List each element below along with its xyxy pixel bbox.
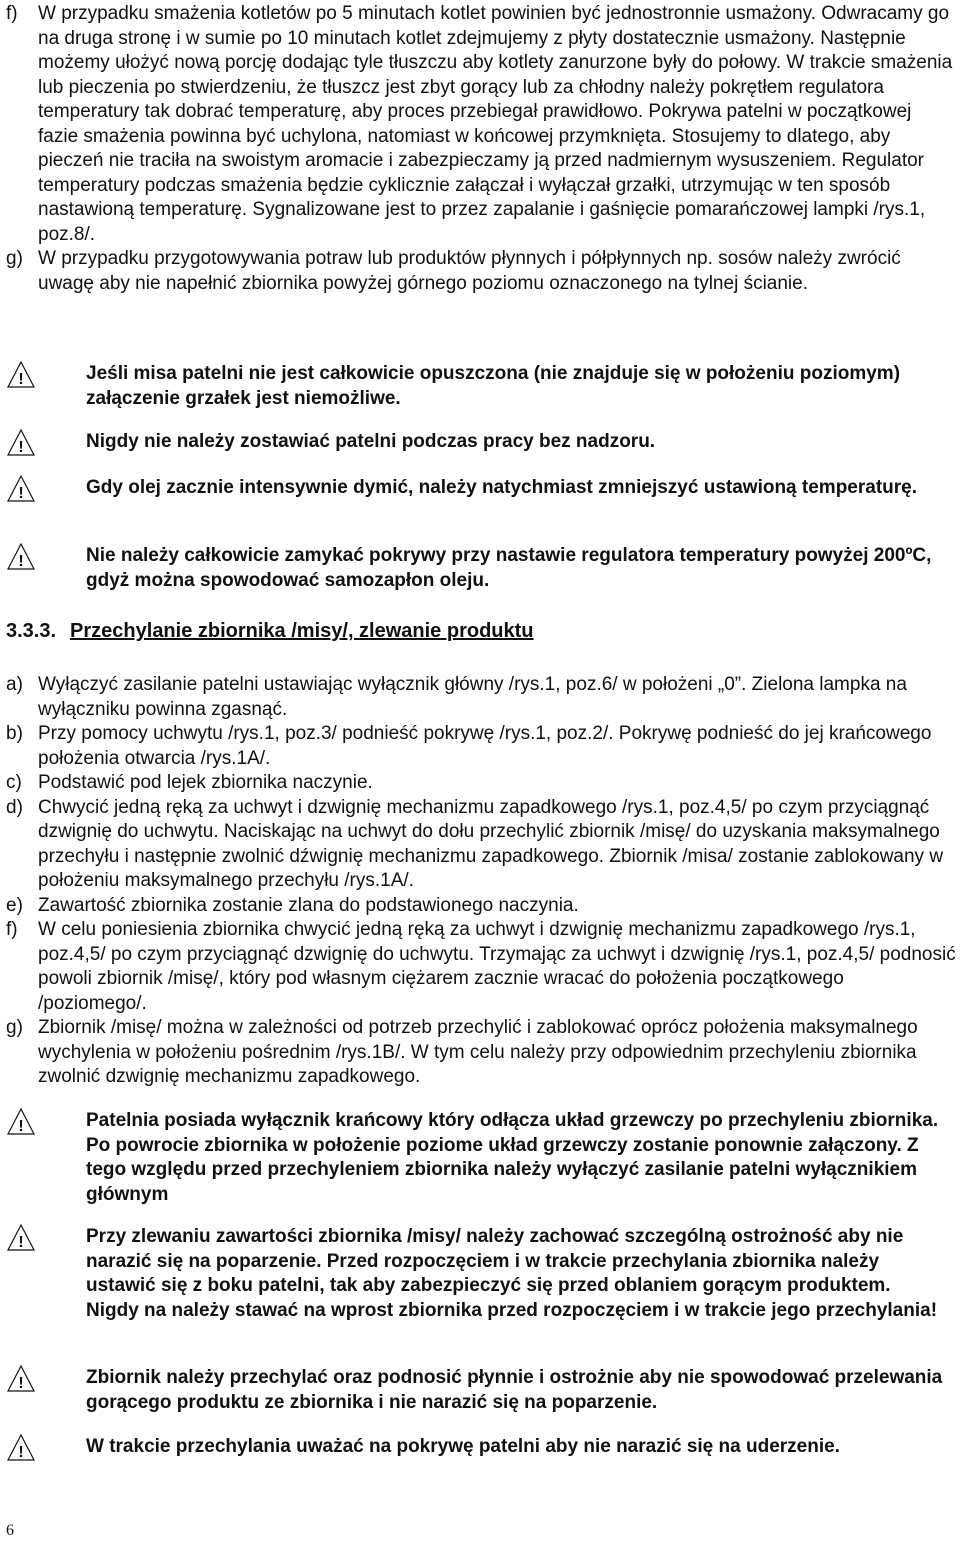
item-text: Zbiornik /misę/ można w zależności od potrzeb przechylić i zablokować oprócz położenia maksymalnego wychylenia w położeniu pośrednim /rys.1B/. W tym celu należy przy odpowiednim przechyleniu zbiornika zwolnić dzwignię mechanizmu zapadkowego. xyxy=(38,1017,918,1087)
item-text: Zawartość zbiornika zostanie zlana do podstawionego naczynia. xyxy=(38,894,579,916)
item-text: Wyłączyć zasilanie patelni ustawiając wyłącznik główny /rys.1, poz.6/ w położeni „0”. Zielona lampka na wyłączniku powinna zgasnąć. xyxy=(38,674,907,720)
item-label: c) xyxy=(6,772,22,793)
svg-text:!: ! xyxy=(18,439,24,456)
list-item xyxy=(6,673,956,722)
item-text: W celu poniesienia zbiornika chwycić jedną ręką za uchwyt i dzwignię mechanizmu zapadkowego /rys.1, poz.4,5/ po czym przyciągnąć dzwignię do uchwytu. Trzymając za uchwyt i dzwignię /rys.1, poz.4,5/ podnosić powoli zbiornik /misę/, który pod własnym ciężarem zacznie wracać do położenia początkowego /poziomego/. xyxy=(38,919,956,1014)
svg-text:!: ! xyxy=(18,1118,24,1135)
page-number: 6 xyxy=(6,1522,14,1539)
list-item xyxy=(6,2,956,247)
warning-icon xyxy=(6,1225,86,1323)
list-item xyxy=(6,247,956,296)
list-item xyxy=(6,771,956,796)
svg-text:!: ! xyxy=(18,1234,24,1251)
item-text: Chwycić jedną ręką za uchwyt i dzwignię mechanizmu zapadkowego /rys.1, poz.4,5/ po czym przyciągnąć dzwignię do uchwytu. Naciskając na uchwyt do dołu przechylić zbiornik /misę/ do uzyskania maksymalnego przechyłu i następnie zwolnić dźwignię mechanizmu zapadkowego. Zbiornik /misa/ zostanie zablokowany w położeniu maksymalnego przechyłu /rys.1A/. xyxy=(38,796,944,891)
item-label: f) xyxy=(6,919,18,940)
list-item xyxy=(6,894,956,919)
top-items xyxy=(0,2,956,296)
warning-note xyxy=(6,544,946,593)
warning-note xyxy=(6,430,946,455)
item-label: g) xyxy=(6,248,23,269)
warning-note xyxy=(6,1435,946,1460)
warning-note xyxy=(6,362,946,411)
item-label: e) xyxy=(6,894,23,916)
item-text: Przy pomocy uchwytu /rys.1, poz.3/ podnieść pokrywę /rys.1, poz.2/. Pokrywę podnieść do jej krańcowego położenia otwarcia /rys.1A/. xyxy=(38,723,932,769)
warning-text: Zbiornik należy przechylać oraz podnosić płynnie i ostrożnie aby nie spowodować przelewania gorącego produktu ze zbiornika i nie narazić się na poparzenie. xyxy=(86,1367,943,1413)
list-item xyxy=(6,796,956,894)
warning-icon xyxy=(6,476,86,501)
warning-text: W trakcie przechylania uważać na pokrywę patelni aby nie narazić się na uderzenie. xyxy=(86,1436,840,1457)
warning-icon xyxy=(6,430,86,455)
list-item xyxy=(6,918,956,1016)
warning-note xyxy=(6,1109,946,1207)
item-text: Podstawić pod lejek zbiornika naczynie. xyxy=(38,772,373,793)
steps-list xyxy=(0,673,956,1090)
warning-icon xyxy=(6,362,86,411)
warning-icon xyxy=(6,1366,86,1415)
warning-icon xyxy=(6,544,86,593)
warning-icon xyxy=(6,1109,86,1207)
item-text: W przypadku przygotowywania potraw lub produktów płynnych i półpłynnych np. sosów należy zwrócić uwagę aby nie napełnić zbiornika powyżej górnego poziomu oznaczonego na tylnej ścianie. xyxy=(38,248,901,294)
svg-text:!: ! xyxy=(18,1444,24,1461)
warning-text: Nigdy nie należy zostawiać patelni podczas pracy bez nadzoru. xyxy=(86,431,656,452)
svg-text:!: ! xyxy=(18,371,24,388)
warning-text: Nie należy całkowicie zamykać pokrywy przy nastawie regulatora temperatury powyżej 200ºC, gdyż można spowodować samozapłon oleju. xyxy=(86,545,932,591)
item-label: b) xyxy=(6,723,23,744)
section-title: Przechylanie zbiornika /misy/, zlewanie produktu xyxy=(70,620,534,642)
svg-text:!: ! xyxy=(18,1375,24,1392)
item-label: d) xyxy=(6,796,23,818)
warning-note xyxy=(6,476,946,501)
warning-note xyxy=(6,1366,946,1415)
warning-text: Przy zlewaniu zawartości zbiornika /misy/ należy zachować szczególną ostrożność aby nie narazić się na poparzenie. Przed rozpoczęciem i w trakcie przechylania zbiornika należy ustawić się z boku patelni, tak aby zabezpieczyć się przed oblaniem gorącym produktem. Nigdy na należy stawać na wprost zbiornika przed rozpoczęciem i w trakcie jego przechylania! xyxy=(86,1226,938,1321)
list-item xyxy=(6,1016,956,1090)
warning-icon xyxy=(6,1435,86,1460)
warning-text: Jeśli misa patelni nie jest całkowicie opuszczona (nie znajduje się w położeniu poziomym) załączenie grzałek jest niemożliwe. xyxy=(86,363,901,409)
warning-text: Gdy olej zacznie intensywnie dymić, należy natychmiast zmniejszyć ustawioną temperaturę. xyxy=(86,477,917,498)
svg-text:!: ! xyxy=(18,485,24,502)
section-heading xyxy=(6,620,534,643)
warning-text: Patelnia posiada wyłącznik krańcowy który odłącza układ grzewczy po przechyleniu zbiornika. Po powrocie zbiornika w położenie poziome układ grzewczy zostanie ponownie załączony. Z tego względu przed przechyleniem zbiornika należy wyłączyć zasilanie patelni wyłącznikiem głównym xyxy=(86,1110,939,1205)
item-label: f) xyxy=(6,3,18,24)
item-text: W przypadku smażenia kotletów po 5 minutach kotlet powinien być jednostronnie usmażony. Odwracamy go na druga stronę i w sumie po 10 minutach kotlet zdejmujemy z płyty dostatecznie usmażony. Następnie możemy ułożyć nową porcję dodając tyle tłuszczu aby kotlety zanurzone były do połowy. W trakcie smażenia lub pieczenia po stwierdzeniu, że tłuszcz jest zbyt gorący lub za chłodny należy pokrętłem regulatora temperatury tak dobrać temperaturę, aby proces przebiegał prawidłowo. Pokrywa patelni w początkowej fazie smażenia powinna być uchylona, natomiast w końcowej przymknięta. Stosujemy to dlatego, aby pieczeń nie traciła na swoistym aromacie i zabezpieczamy ją przed nadmiernym wysuszeniem. Regulator temperatury podczas smażenia będzie cyklicznie załączał i wyłączał grzałki, utrzymując w ten sposób nastawioną temperaturę. Sygnalizowane jest to przez zapalanie i gaśnięcie pomarańczowej lampki /rys.1, poz.8/. xyxy=(38,3,953,245)
section-number: 3.3.3. xyxy=(6,620,57,642)
item-label: g) xyxy=(6,1017,23,1038)
svg-text:!: ! xyxy=(18,553,24,570)
list-item xyxy=(6,722,956,771)
warning-note xyxy=(6,1225,946,1323)
item-label: a) xyxy=(6,674,23,695)
